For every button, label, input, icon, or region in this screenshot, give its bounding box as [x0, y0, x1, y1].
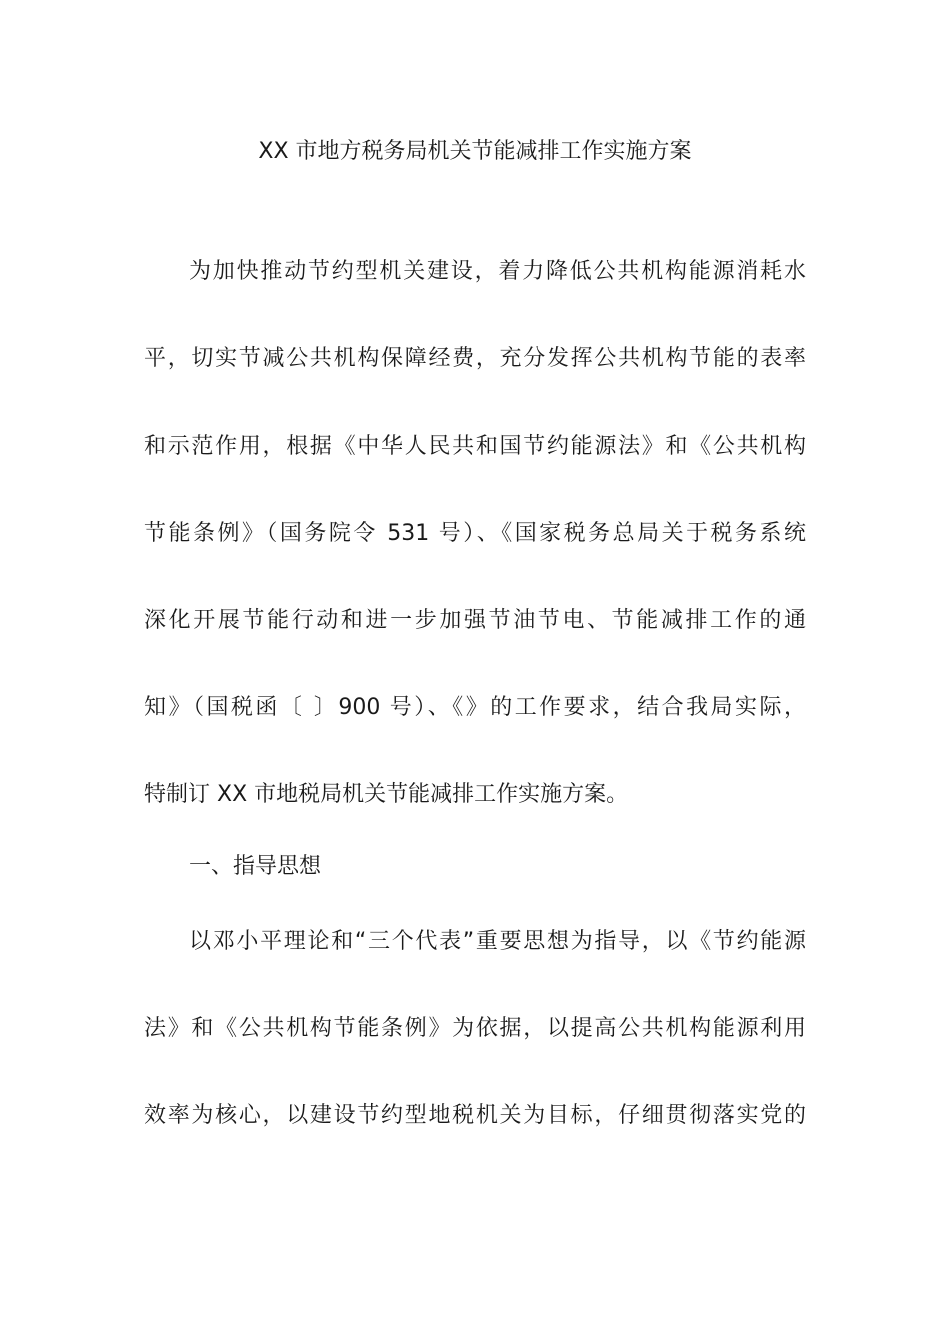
paragraph-line: 平，切实节减公共机构保障经费，充分发挥公共机构节能的表率 — [144, 346, 806, 371]
paragraph-line: 特制订 XX 市地税局机关节能减排工作实施方案。 — [144, 782, 629, 807]
paragraph-line: 法》和《公共机构节能条例》为依据，以提高公共机构能源利用 — [144, 1016, 806, 1041]
section-heading: 一、指导思想 — [189, 854, 322, 879]
paragraph-line: 知》（国税函〔 〕900 号）、《》的工作要求，结合我局实际， — [144, 695, 806, 720]
paragraph-line: 深化开展节能行动和进一步加强节油节电、节能减排工作的通 — [144, 608, 806, 633]
paragraph-line: 节能条例》（国务院令 531 号）、《国家税务总局关于税务系统 — [144, 521, 806, 546]
paragraph-line: 为加快推动节约型机关建设，着力降低公共机构能源消耗水 — [189, 259, 806, 284]
paragraph-line: 以邓小平理论和“三个代表”重要思想为指导，以《节约能源 — [189, 929, 806, 954]
paragraph-line: 效率为核心，以建设节约型地税机关为目标，仔细贯彻落实党的 — [144, 1103, 806, 1128]
paragraph-line: 和示范作用，根据《中华人民共和国节约能源法》和《公共机构 — [144, 434, 806, 459]
document-title: XX 市地方税务局机关节能减排工作实施方案 — [258, 139, 692, 164]
